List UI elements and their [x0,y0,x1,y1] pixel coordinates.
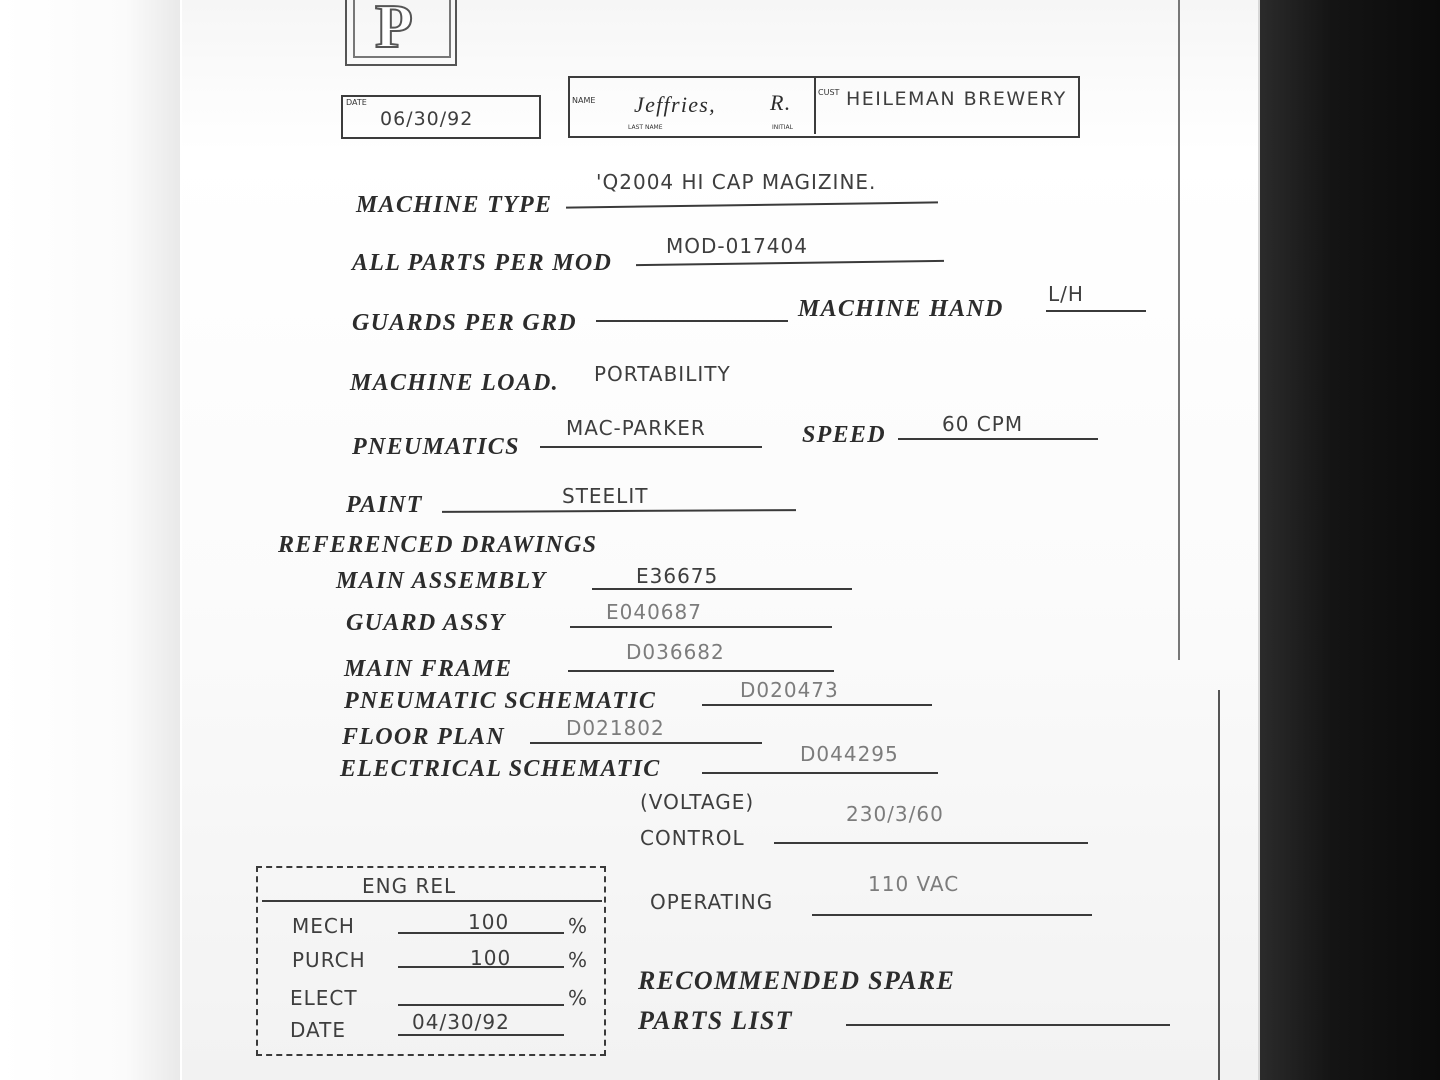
main-frame-line [568,670,834,672]
name-customer-divider [814,78,816,134]
guard-assy-label: GUARD ASSY [346,610,506,636]
floor-plan-label: FLOOR PLAN [342,724,505,750]
referenced-drawings-heading: REFERENCED DRAWINGS [278,532,598,558]
mech-label: MECH [292,914,355,938]
cust-tag: CUST [818,88,840,97]
eng-date-label: DATE [290,1018,347,1042]
control-line [774,842,1088,844]
customer-name: HEILEMAN BREWERY [846,88,1067,110]
main-assembly-line [592,588,852,590]
logo-letter: P [375,0,413,61]
pneumatic-schematic-label: PNEUMATIC SCHEMATIC [344,688,657,714]
mech-unit: % [568,914,589,938]
floor-plan-value: D021802 [566,716,665,740]
pneumatics-label: PNEUMATICS [352,434,520,460]
initial-tag: INITIAL [772,124,793,131]
pneumatics-value: MAC-PARKER [566,416,706,440]
operating-line [812,914,1092,916]
date-tag: DATE [346,98,367,107]
spare-parts-line1: RECOMMENDED SPARE [638,966,956,995]
operating-value: 110 VAC [868,872,960,896]
main-frame-value: D036682 [626,640,725,664]
name-initial: R. [770,90,792,115]
header-date: 06/30/92 [380,108,474,130]
elect-unit: % [568,986,589,1010]
name-tag: NAME [572,96,596,105]
operating-label: OPERATING [650,890,774,914]
purch-value: 100 [470,946,512,970]
sheet-edge-line-lower [1218,690,1220,1080]
eng-rel-title: ENG REL [362,874,457,898]
eng-rel-divider [262,900,602,902]
control-label: CONTROL [640,826,745,850]
paint-label: PAINT [346,492,423,518]
sheet-edge-line [1178,0,1180,660]
purch-label: PURCH [292,948,366,972]
machine-type-value: 'Q2004 HI CAP MAGIZINE. [596,170,877,194]
floor-plan-line [530,742,762,744]
machine-hand-value: L/H [1048,282,1084,306]
spare-parts-line [846,1024,1170,1026]
guard-assy-value: E040687 [606,600,702,624]
guards-label: GUARDS PER GRD [352,310,577,336]
main-frame-label: MAIN FRAME [344,656,513,682]
main-assembly-label: MAIN ASSEMBLY [336,568,547,594]
pneumatic-schematic-line [702,704,932,706]
desk-background-left [0,0,180,1080]
electrical-schematic-value: D044295 [800,742,899,766]
machine-type-label: MACHINE TYPE [356,192,553,218]
mech-value: 100 [468,910,510,934]
elect-label: ELECT [290,986,358,1010]
main-assembly-value: E36675 [636,564,719,588]
all-parts-label: ALL PARTS PER MOD [352,250,613,276]
elect-line [398,1004,564,1006]
electrical-schematic-line [702,772,938,774]
electrical-schematic-label: ELECTRICAL SCHEMATIC [340,756,661,782]
last-name-tag: LAST NAME [628,124,663,131]
eng-date-line [398,1034,564,1036]
all-parts-value: MOD-017404 [666,234,808,258]
name-last: Jeffries, [634,92,716,117]
guard-assy-line [570,626,832,628]
machine-hand-label: MACHINE HAND [798,296,1004,322]
speed-value: 60 CPM [942,412,1024,436]
desk-background-right [1260,0,1440,1080]
paint-value: STEELIT [562,484,649,508]
purch-unit: % [568,948,589,972]
speed-line [898,438,1098,440]
voltage-label: (VOLTAGE) [640,790,755,814]
pneumatics-line [540,446,762,448]
control-value: 230/3/60 [846,802,944,826]
machine-load-label: MACHINE LOAD. [350,370,559,396]
machine-load-value: PORTABILITY [594,362,731,386]
eng-date-value: 04/30/92 [412,1010,510,1034]
machine-hand-line [1046,310,1146,312]
speed-label: SPEED [802,422,886,448]
spare-parts-line2: PARTS LIST [638,1006,793,1035]
pneumatic-schematic-value: D020473 [740,678,839,702]
company-logo [345,0,457,66]
guards-line [596,320,788,322]
